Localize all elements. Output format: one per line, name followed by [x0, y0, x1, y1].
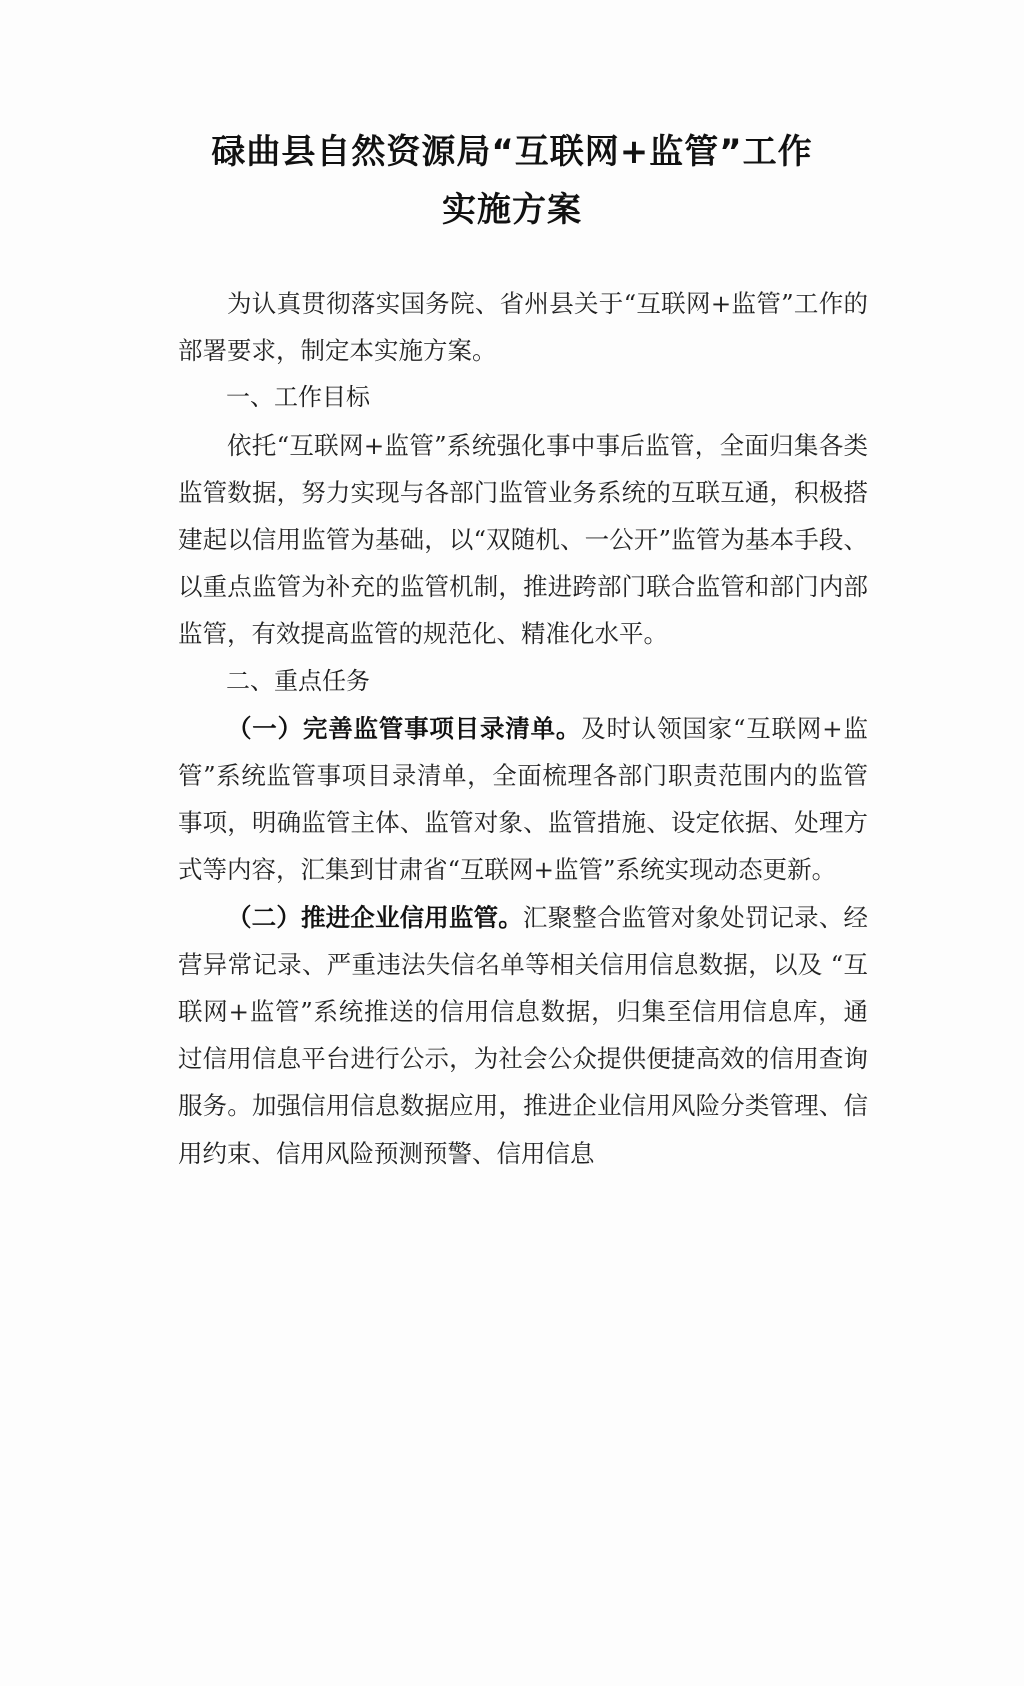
- section1-paragraph: 依托“互联网+监管”系统强化事中事后监管，全面归集各类监管数据，努力实现与各部门监管业务系统的互联互通，积极搭建起以信用监管为基础，以“双随机、一公开”监管为基本手段、以重点监管为补充的监管机制，推进跨部门联合监管和部门内部监管，有效提高监管的规范化、精准化水平。: [178, 430, 868, 649]
- section2-item1-paragraph: [178, 705, 868, 894]
- section2-item2-text: 汇聚整合监管对象处罚记录、经营异常记录、严重违法失信名单等相关信用信息数据，以及 “互联网+监管”系统推送的信用信息数据，归集至信用信息库，通过信用信息平台进行公示，为社会公众提供便捷高效的信用查询服务。加强信用信息数据应用，推进企业信用风险分类管理、信用约束、信用风险预测预警、信用信息: [178, 902, 869, 1168]
- section1-heading: 一、工作目标: [226, 383, 370, 412]
- section2-item1-text: 及时认领国家“互联网+监管”系统监管事项目录清单，全面梳理各部门职责范围内的监管事项，明确监管主体、监管对象、监管措施、设定依据、处理方式等内容，汇集到甘肃省“互联网+监管”系统实现动态更新。: [178, 713, 868, 885]
- document-title-line2: 实施方案: [442, 190, 582, 230]
- section2-item2-paragraph: [178, 894, 868, 1177]
- section2-item1-lead: （一）完善监管事项目录清单。: [227, 713, 582, 743]
- intro-paragraph: 为认真贯彻落实国务院、省州县关于“互联网+监管”工作的部署要求，制定本实施方案。: [178, 289, 868, 366]
- section2-heading: 二、重点任务: [226, 666, 370, 695]
- document-body: [178, 280, 868, 1177]
- document-title-line1: 碌曲县自然资源局“互联网+监管”工作: [211, 132, 813, 172]
- section2-item2-lead: （二）推进企业信用监管。: [227, 902, 523, 932]
